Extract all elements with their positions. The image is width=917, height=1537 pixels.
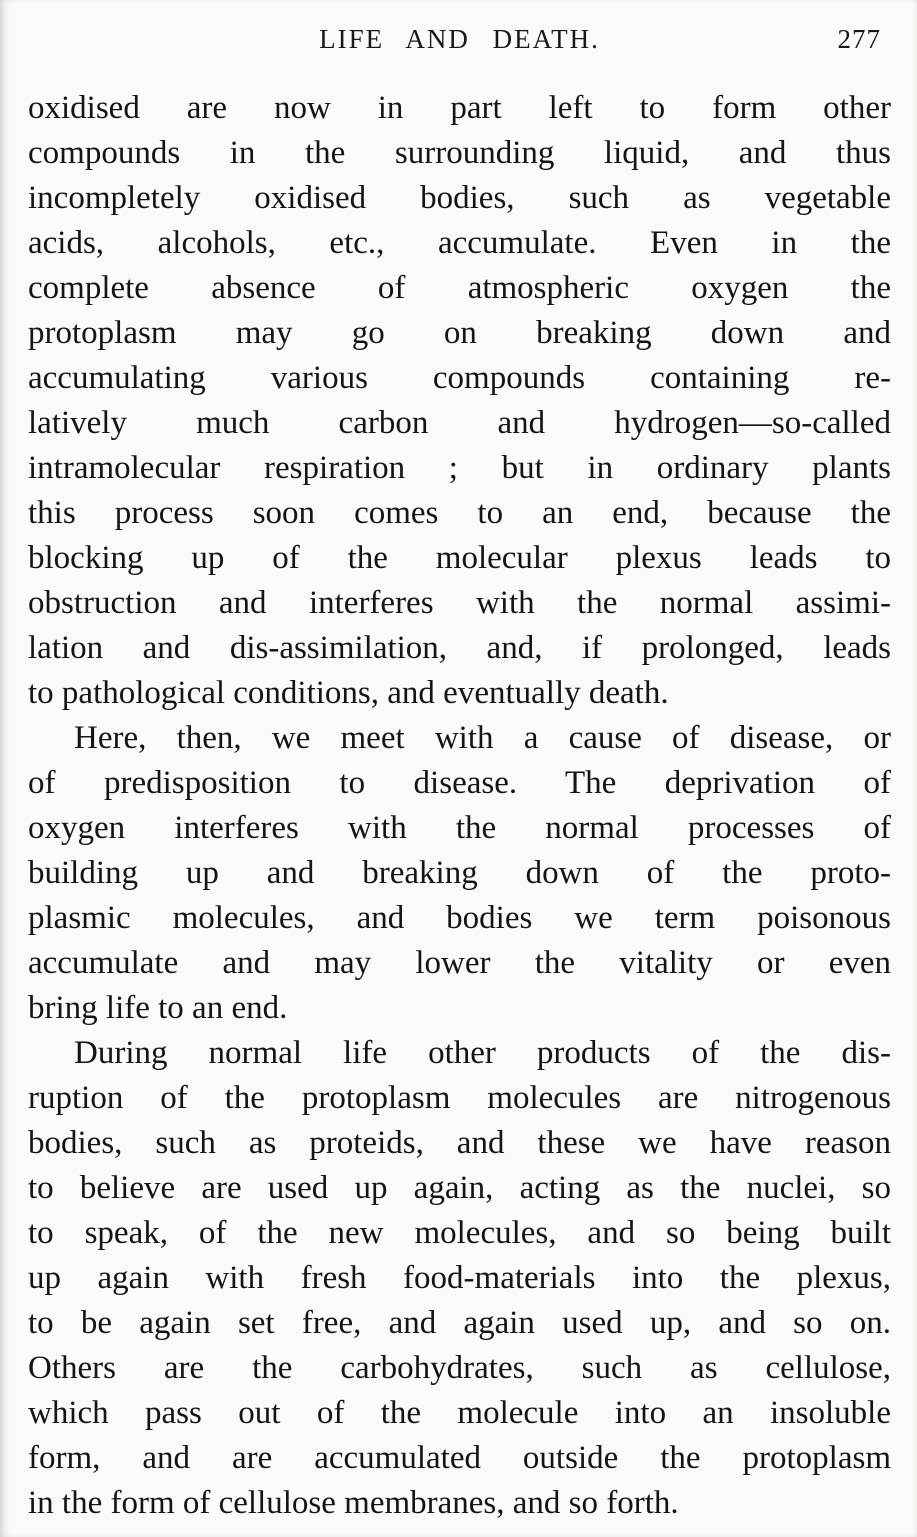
text-line: Others are the carbohydrates, such as cellulose, — [28, 1350, 891, 1386]
paragraph — [28, 716, 891, 1031]
body-text — [28, 86, 891, 1526]
text-line: in the form of cellulose membranes, and so forth. — [28, 1485, 679, 1521]
text-line: building up and breaking down of the proto- — [28, 855, 891, 891]
text-line: During normal life other products of the dis- — [74, 1035, 891, 1071]
text-line: latively much carbon and hydrogen—so-called — [28, 405, 891, 441]
text-line: which pass out of the molecule into an insoluble — [28, 1395, 891, 1431]
paragraph — [28, 86, 891, 716]
page-header — [28, 22, 891, 56]
text-line: compounds in the surrounding liquid, and thus — [28, 135, 891, 171]
text-line: bring life to an end. — [28, 990, 288, 1026]
running-title: LIFE AND DEATH. — [319, 24, 600, 54]
text-line: this process soon comes to an end, because the — [28, 495, 891, 531]
text-line: bodies, such as proteids, and these we have reason — [28, 1125, 891, 1161]
text-line: blocking up of the molecular plexus leads to — [28, 540, 891, 576]
text-line: to be again set free, and again used up, and so on. — [28, 1305, 891, 1341]
text-line: to pathological conditions, and eventually death. — [28, 675, 669, 711]
text-line: to believe are used up again, acting as the nuclei, so — [28, 1170, 891, 1206]
text-line: protoplasm may go on breaking down and — [28, 315, 891, 351]
text-line: accumulate and may lower the vitality or even — [28, 945, 891, 981]
text-line: form, and are accumulated outside the protoplasm — [28, 1440, 891, 1476]
paragraph — [28, 1031, 891, 1526]
text-line: ruption of the protoplasm molecules are nitrogenous — [28, 1080, 891, 1116]
text-line: lation and dis-assimilation, and, if prolonged, leads — [28, 630, 891, 666]
text-line: to speak, of the new molecules, and so being built — [28, 1215, 891, 1251]
text-line: acids, alcohols, etc., accumulate. Even in the — [28, 225, 891, 261]
text-line: intramolecular respiration ; but in ordinary plants — [28, 450, 891, 486]
text-line: accumulating various compounds containing re- — [28, 360, 891, 396]
text-line: up again with fresh food-materials into the plexus, — [28, 1260, 891, 1296]
text-line: oxidised are now in part left to form other — [28, 90, 891, 126]
text-line: Here, then, we meet with a cause of disease, or — [74, 720, 891, 756]
page-number: 277 — [837, 24, 881, 54]
text-line: oxygen interferes with the normal processes of — [28, 810, 891, 846]
text-line: obstruction and interferes with the normal assimi- — [28, 585, 891, 621]
text-line: plasmic molecules, and bodies we term poisonous — [28, 900, 891, 936]
text-line: incompletely oxidised bodies, such as vegetable — [28, 180, 891, 216]
text-line: complete absence of atmospheric oxygen the — [28, 270, 891, 306]
text-line: of predisposition to disease. The deprivation of — [28, 765, 891, 801]
